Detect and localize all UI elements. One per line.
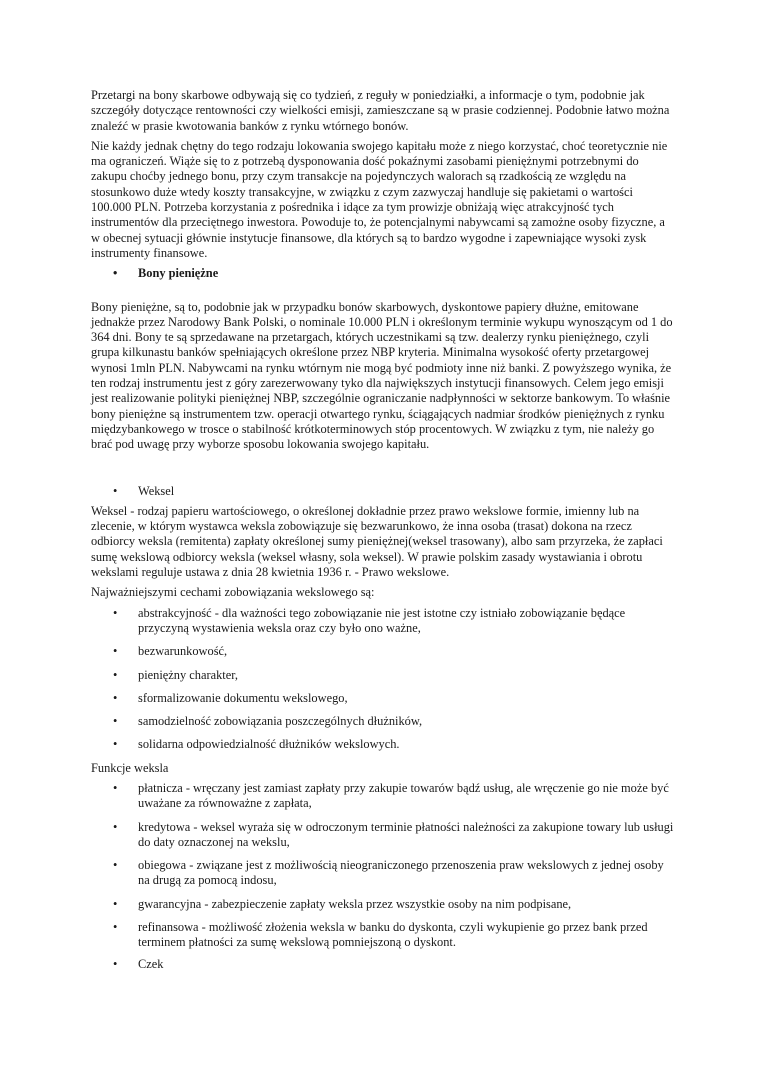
paragraph-nie-kazdy: Nie każdy jednak chętny do tego rodzaju lokowania swojego kapitału może z niego korzystać, choć teoretycznie nie ma ograniczeń. Wiąże się to z potrzebą dysponowania dość pokaźnymi zasobami pieniężnymi potrzebnymi do zakupu choćby jednego bonu, przy czym transakcje na pojedynczych walorach są rzadkością ze względu na stosunkowo duże wtedy koszty transakcyjne, w związku z czym zazwyczaj handluje się pakietami o wartości 100.000 PLN. Potrzeba korzystania z pośrednika i idące za tym prowizje obniżają więc atrakcyjność tych instrumentów dla przeciętnego inwestora. Powoduje to, że potencjalnymi nabywcami są zamożne osoby fizyczne, a w obecnej sytuacji głównie instytucje finansowe, dla których są to bardzo wygodne i zapewniające wysoki zysk instrumenty finansowe. (91, 138, 668, 260)
paragraph-funkcje-intro: Funkcje weksla (91, 760, 169, 775)
list-item: • bezwarunkowość, (91, 644, 676, 659)
list-item: • abstrakcyjność - dla ważności tego zobowiązanie nie jest istotne czy istniało zobowiązanie będące przyczyną wystawienia weksla oraz czy było ono ważne, (91, 606, 676, 637)
list-item: • pieniężny charakter, (91, 668, 676, 683)
list-item: • samodzielność zobowiązania poszczególnych dłużników, (91, 714, 676, 729)
paragraph-cechy-intro: Najważniejszymi cechami zobowiązania wekslowego są: (91, 585, 375, 600)
list-item: • sformalizowanie dokumentu wekslowego, (91, 691, 676, 706)
features-list (91, 606, 676, 753)
heading-czek: • Czek (91, 957, 676, 972)
list-item: • kredytowa - weksel wyraża się w odroczonym terminie płatności należności za zakupione towary lub usługi do daty oznaczonej na wekslu, (91, 820, 676, 851)
list-item: • solidarna odpowiedzialność dłużników wekslowych. (91, 737, 676, 752)
paragraph-bony-pieniezne: Bony pieniężne, są to, podobnie jak w przypadku bonów skarbowych, dyskontowe papiery dłużne, emitowane jednakże przez Narodowy Bank Polski, o nominale 10.000 PLN i określonym terminie wykupu wynoszącym od 1 do 364 dni. Bony te są sprzedawane na przetargach, których uczestnikami są tzw. dealerzy rynku pieniężnego, czyli grupa kilkunastu banków spełniających określone przez NBP kryteria. Minimalna wysokość oferty przetargowej wynosi 1mln PLN. Nabywcami na rynku wtórnym nie mogą być podmioty inne niż banki. Z powyższego wynika, że ten rodzaj instrumentu jest z góry zarezerwowany tyko dla największych instytucji finansowych. Celem jego emisji jest realizowanie polityki pieniężnej NBP, szczególnie ograniczanie nadpłynności w sektorze bankowym. To właśnie bony pieniężne są instrumentem tzw. operacji otwartego rynku, ściągających nadmiar środków pieniężnych z rynku międzybankowego w trosce o stabilność krótkoterminowych stóp procentowych. W związku z tym, nie należy go brać pod uwagę przy wyborze sposobu lokowania swojego kapitału. (91, 299, 673, 452)
heading-weksel: • Weksel (91, 484, 676, 499)
document-page (91, 88, 676, 972)
functions-list (91, 781, 676, 951)
list-item: • płatnicza - wręczany jest zamiast zapłaty przy zakupie towarów bądź usług, ale wręczenie go nie może być uważane za równoważne z zapłata, (91, 781, 676, 812)
heading-bony-pieniezne: • Bony pieniężne (91, 266, 676, 281)
list-item: • refinansowa - możliwość złożenia weksla w banku do dyskonta, czyli wykupienie go przez bank przed terminem płatności za sumę wekslową pomniejszoną o dyskont. (91, 920, 676, 951)
spacer (91, 458, 676, 480)
list-item: • obiegowa - związane jest z możliwością nieograniczonego przenoszenia praw wekslowych z jednej osoby na drugą za pomocą indosu, (91, 858, 676, 889)
paragraph-weksel: Weksel - rodzaj papieru wartościowego, o określonej dokładnie przez prawo wekslowe formie, imienny lub na zlecenie, w którym wystawca weksla zobowiązuje się bezwarunkowo, że inna osoba (trasat) dokona na rzecz odbiorcy weksla (remitenta) zapłaty określonej sumy pieniężnej(weksel trasowany), albo sam przyrzeka, że zapłaci sumę wekslową odbiorcy weksla (weksel własny, sola weksel). W prawie polskim zasady wystawiania i obrotu wekslami reguluje ustawa z dnia 28 kwietnia 1936 r. - Prawo wekslowe. (91, 503, 663, 580)
list-item: • gwarancyjna - zabezpieczenie zapłaty weksla przez wszystkie osoby na nim podpisane, (91, 897, 676, 912)
spacer (91, 282, 676, 300)
paragraph-przetargi: Przetargi na bony skarbowe odbywają się co tydzień, z reguły w poniedziałki, a informacje o tym, podobnie jak szczegóły dotyczące rentowności czy wielkości emisji, zamieszczane są w prasie codziennej. Podobnie łatwo można znaleźć w prasie kwotowania banków z rynku wtórnego bonów. (91, 88, 670, 133)
